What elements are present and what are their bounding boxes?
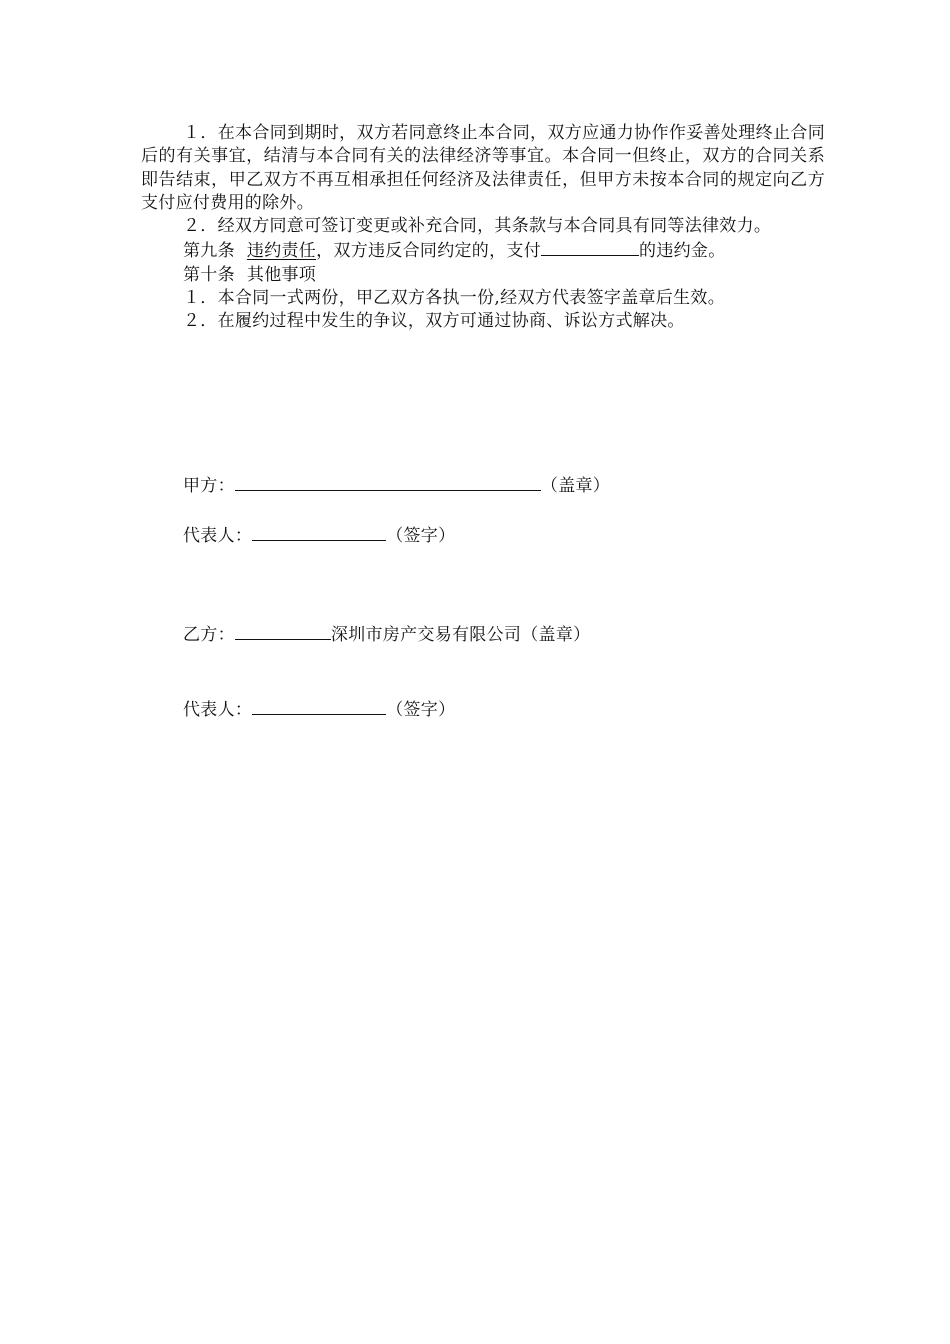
article-10-item-1: １．本合同一式两份，甲乙双方各执一份,经双方代表签字盖章后生效。 — [183, 288, 726, 309]
clause-1: １．在本合同到期时，双方若同意终止本合同，双方应通力协作作妥善处理终止合同后的有关事宜，结清与本合同有关的法律经济等事宜。本合同一但终止，双方的合同关系即告结束，甲乙双方不再互相承担任何经济及法律责任，但甲方未按本合同的规定向乙方支付应付费用的除外。 — [141, 123, 825, 213]
representative-a-blank — [252, 523, 386, 541]
representative-b-label: 代表人： — [183, 700, 253, 720]
representative-a-line — [183, 523, 455, 548]
contract-body — [141, 122, 825, 334]
article-10-item-2: ２．在履约过程中发生的争议，双方可通过协商、诉讼方式解决。 — [183, 311, 685, 332]
party-b-blank — [235, 622, 331, 640]
article-10-title: 其他事项 — [246, 264, 317, 285]
representative-b-signature: （签字） — [386, 700, 456, 720]
party-a-name-blank — [235, 473, 541, 491]
party-b-line — [183, 622, 590, 647]
party-b-name: 深圳市房产交易有限公司 — [330, 625, 522, 645]
party-a-label: 甲方： — [183, 476, 235, 496]
article-9 — [141, 238, 825, 263]
party-b-label: 乙方： — [183, 625, 235, 645]
representative-b-blank — [252, 697, 386, 715]
party-b-seal: （盖章） — [521, 625, 591, 645]
representative-a-label: 代表人： — [183, 526, 253, 546]
party-a-line — [183, 473, 610, 498]
representative-a-signature: （签字） — [386, 526, 456, 546]
article-10 — [141, 264, 825, 287]
representative-b-line — [183, 697, 455, 722]
clause-2: ２．经双方同意可签订变更或补充合同，其条款与本合同具有同等法律效力。 — [183, 216, 772, 237]
article-9-number: 第九条 — [183, 241, 235, 262]
article-10-number: 第十条 — [183, 264, 235, 285]
party-a-seal: （盖章） — [540, 476, 611, 496]
article-9-text-end: 的违约金。 — [639, 241, 726, 262]
penalty-amount-blank — [541, 238, 639, 256]
article-9-title: 违约责任 — [246, 241, 317, 262]
article-9-text: ，双方违反合同约定的，支付 — [316, 241, 542, 262]
